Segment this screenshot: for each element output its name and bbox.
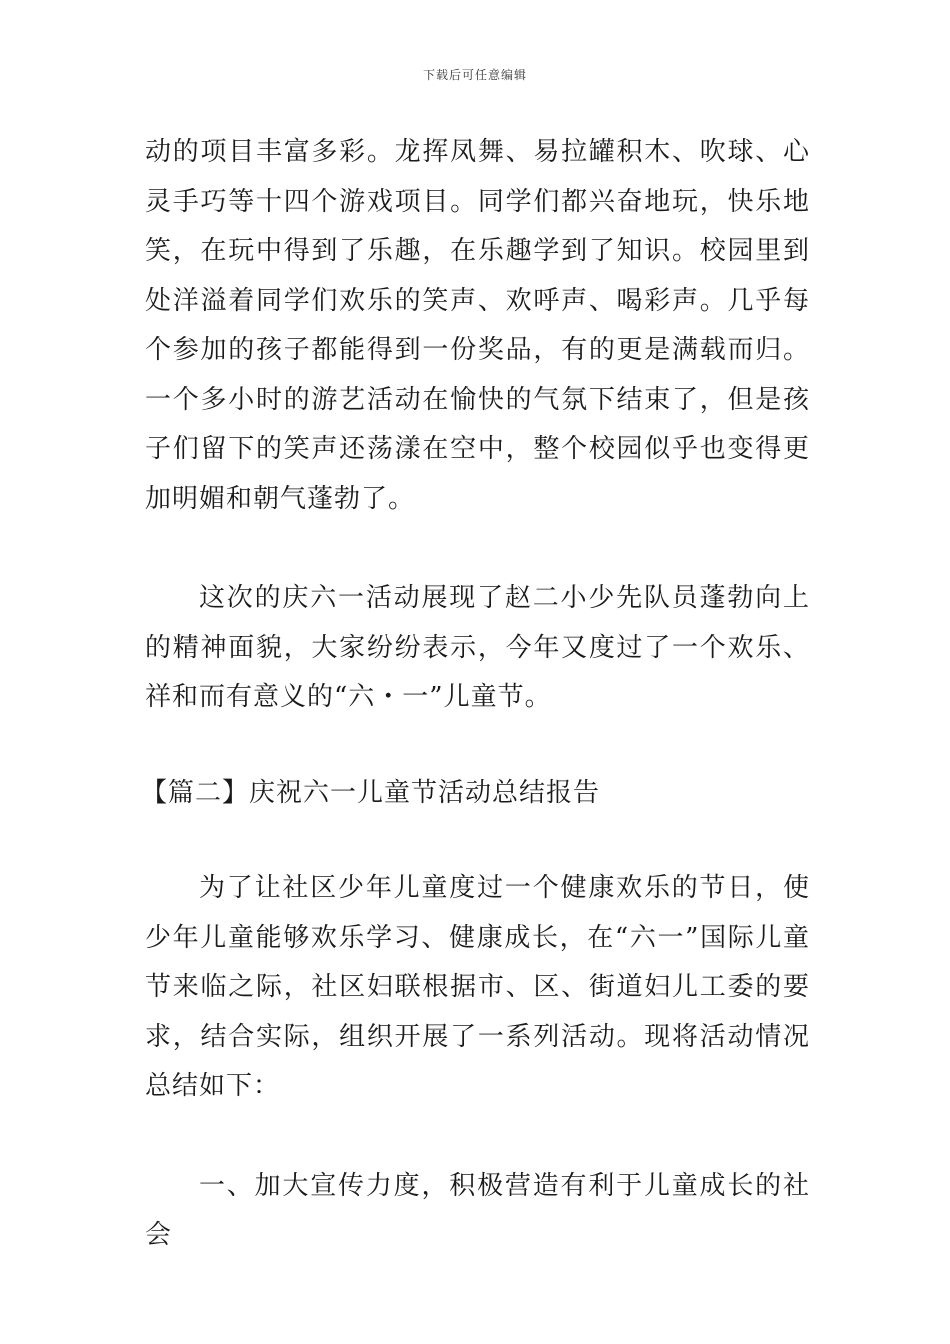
header-note: 下载后可任意编辑 <box>422 68 527 82</box>
section-heading: 【篇二】庆祝六一儿童节活动总结报告 <box>141 777 601 808</box>
paragraph-spacer <box>145 723 810 769</box>
paragraph-summary: 这次的庆六一活动展现了赵二小少先队员蓬勃向上的精神面貌，大家纷纷表示，今年又度过了一个欢乐、祥和而有意义的“六・一”儿童节。 <box>145 583 810 712</box>
paragraph-spacer <box>145 524 810 574</box>
document-body <box>141 128 810 1261</box>
paragraph-spacer <box>145 1112 810 1162</box>
paragraph-spacer <box>145 818 810 864</box>
paragraph-intro: 为了让社区少年儿童度过一个健康欢乐的节日，使少年儿童能够欢乐学习、健康成长，在“六一”国际儿童节来临之际，社区妇联根据市、区、街道妇儿工委的要求，结合实际，组织开展了一系列活动。现将活动情况总结如下： <box>145 873 810 1101</box>
paragraph-activity-details: 动的项目丰富多彩。龙挥凤舞、易拉罐积木、吹球、心灵手巧等十四个游戏项目。同学们都兴奋地玩，快乐地笑，在玩中得到了乐趣，在乐趣学到了知识。校园里到处洋溢着同学们欢乐的笑声、欢呼声、喝彩声。几乎每个参加的孩子都能得到一份奖品，有的更是满载而归。一个多小时的游艺活动在愉快的气氛下结束了，但是孩子们留下的笑声还荡漾在空中，整个校园似乎也变得更加明媚和朝气蓬勃了。 <box>145 137 810 514</box>
paragraph-point-one: 一、加大宣传力度，积极营造有利于儿童成长的社会 <box>145 1170 810 1250</box>
